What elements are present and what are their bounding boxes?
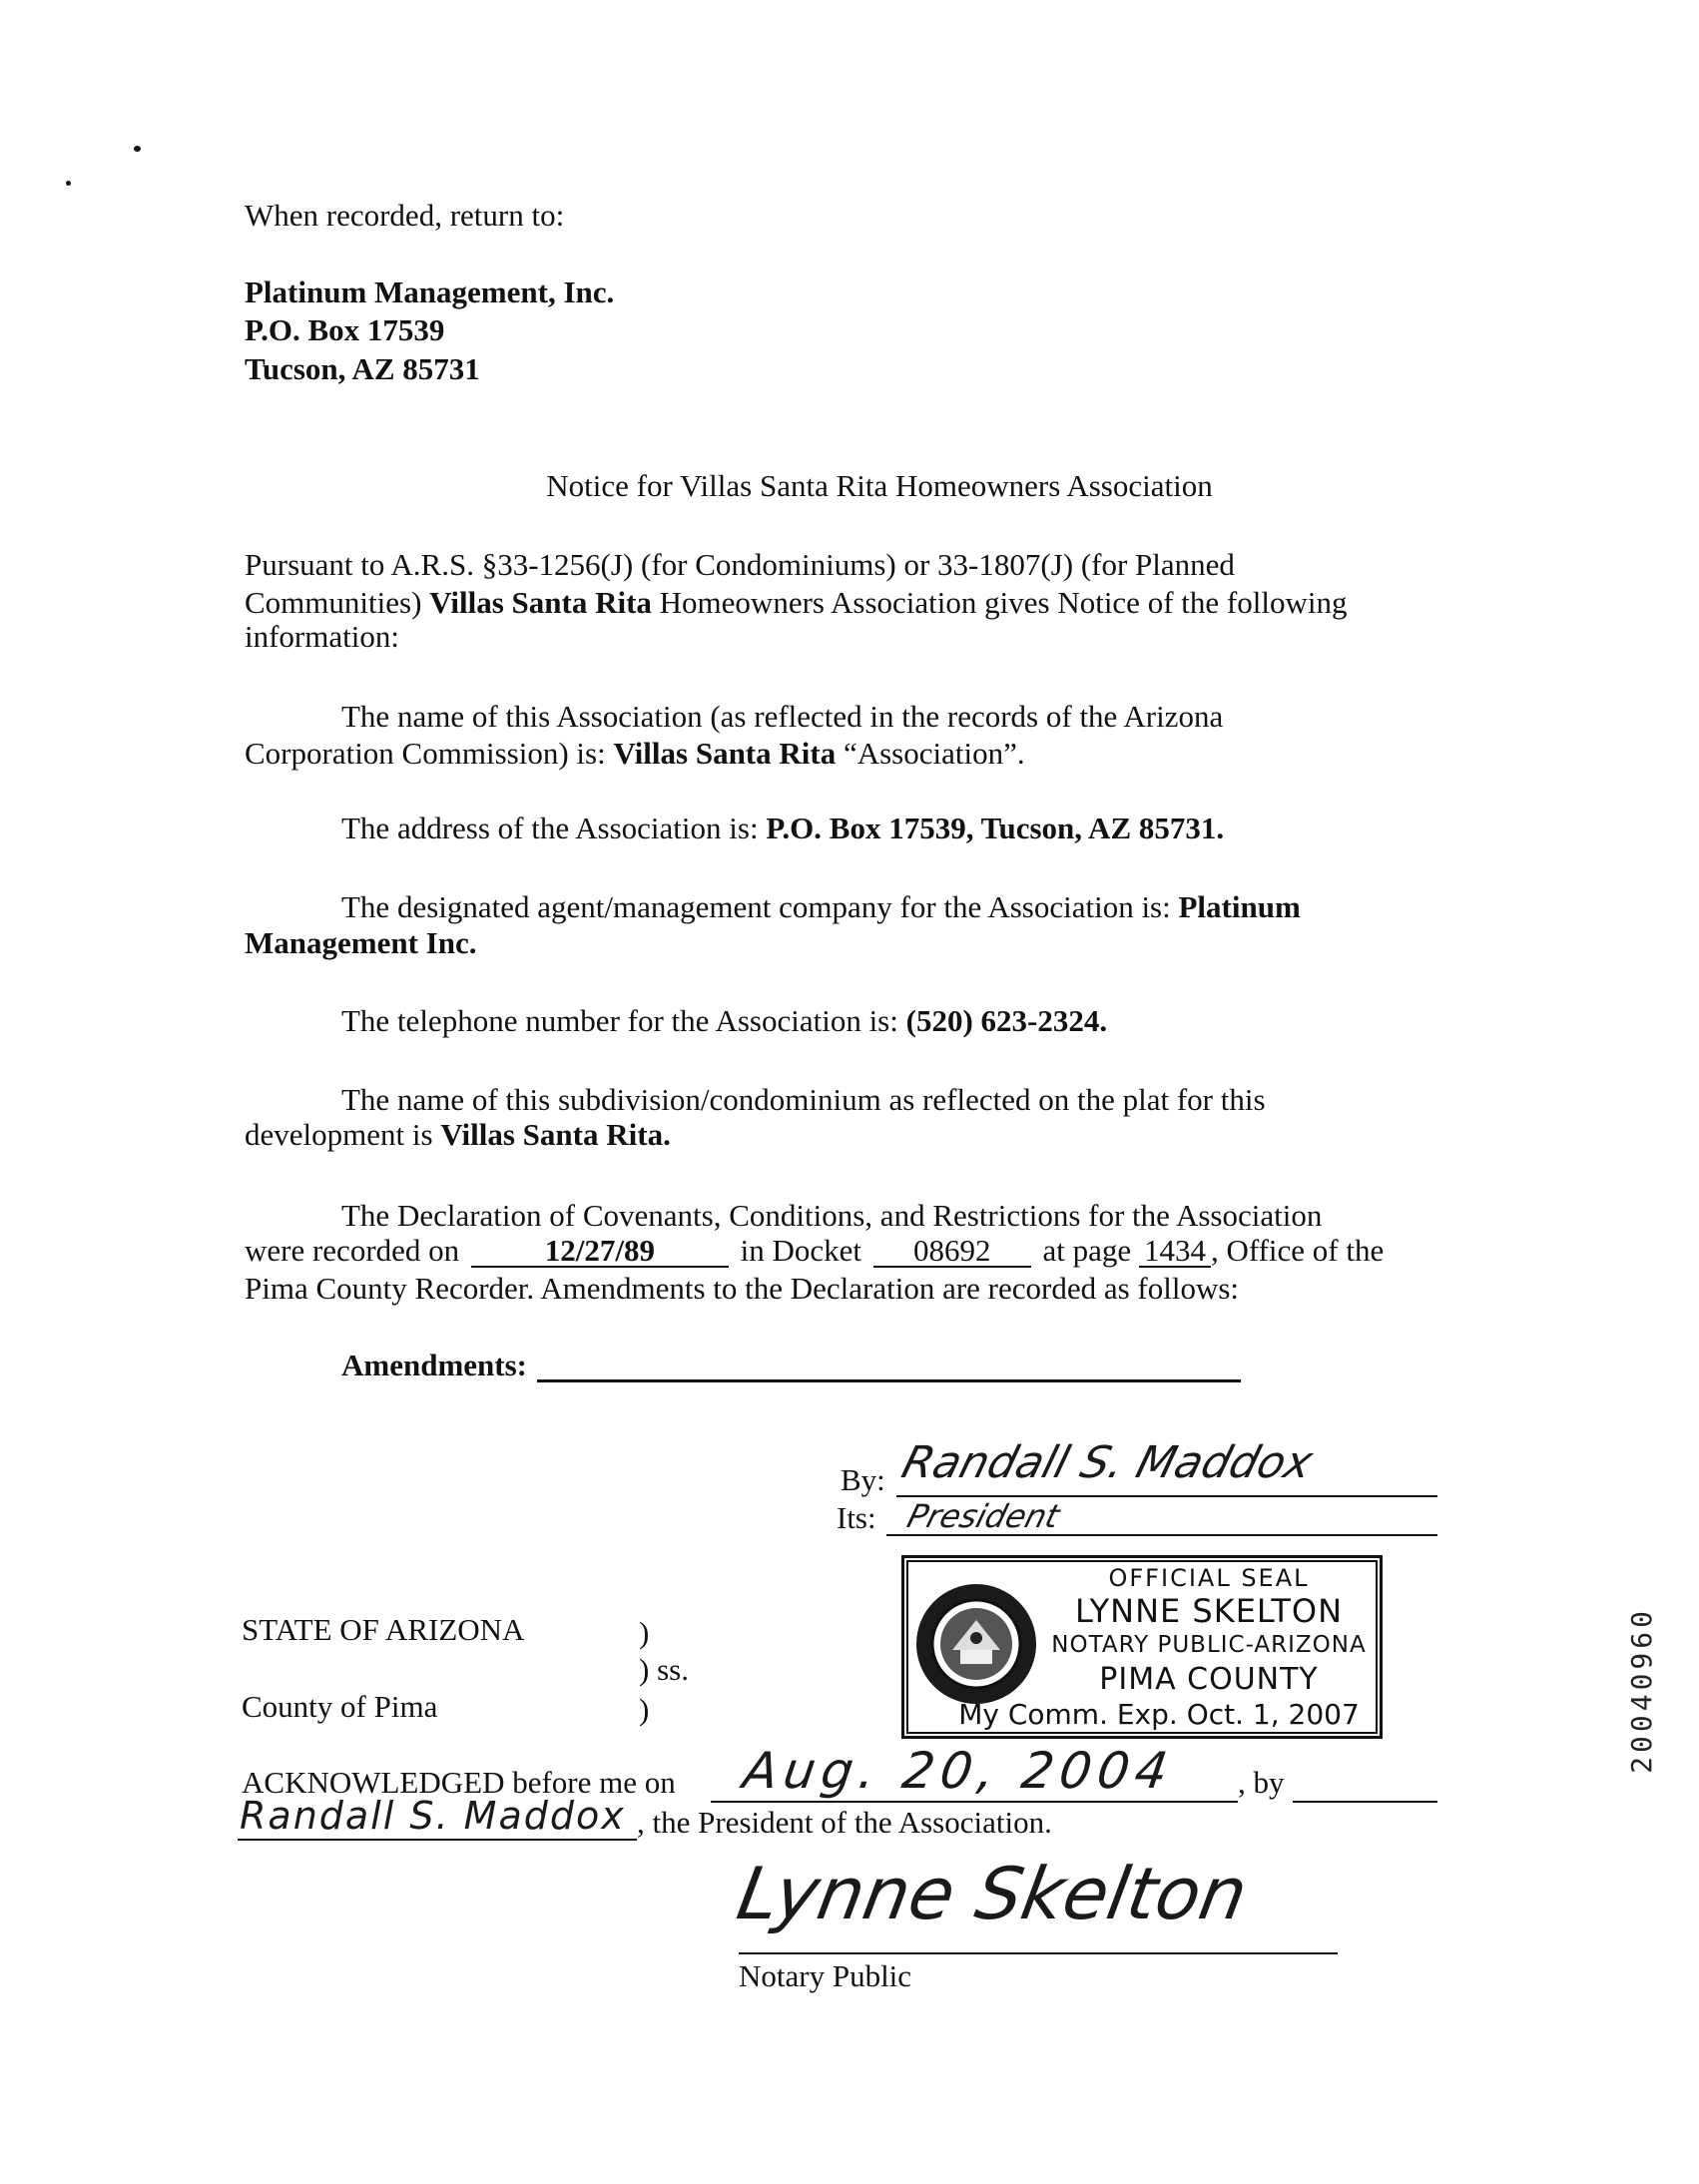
venue-paren-2: ): [639, 1692, 650, 1727]
venue-county: County of Pima: [242, 1689, 438, 1724]
return-city: Tucson, AZ 85731: [245, 351, 480, 386]
stray-mark: [134, 146, 141, 152]
declaration-line-2: [245, 1233, 1384, 1269]
intro-line-2: [245, 585, 1347, 621]
agent-para-line-1: [341, 889, 1301, 925]
declaration-line-3: Pima County Recorder. Amendments to the Declaration are recorded as follows:: [245, 1271, 1240, 1306]
seal-line-2: LYNNE SKELTON: [1075, 1592, 1343, 1630]
name-para-suffix: “Association”.: [836, 736, 1025, 771]
notary-seal: [901, 1555, 1383, 1739]
address-para: [341, 811, 1224, 846]
acknowledged-name: Randall S. Maddox: [240, 1794, 626, 1838]
address-para-prefix: The address of the Association is:: [341, 811, 767, 845]
intro-line-1: Pursuant to A.R.S. §33-1256(J) (for Condominiums) or 33-1807(J) (for Planned: [245, 547, 1235, 582]
recorded-on-label: were recorded on: [245, 1233, 460, 1268]
amendments-label: Amendments:: [341, 1348, 527, 1382]
name-para-line-1: The name of this Association (as reflected in the records of the Arizona: [341, 699, 1224, 734]
acknowledged-prefix: ACKNOWLEDGED before me on: [242, 1765, 676, 1800]
president-signature: Randall S. Maddox: [896, 1437, 1319, 1488]
subdivision-para-line-2: [245, 1117, 671, 1153]
association-phone: (520) 623-2324.: [905, 1003, 1108, 1038]
notary-signature-line: [739, 1952, 1338, 1954]
seal-line-4: PIMA COUNTY: [1099, 1662, 1319, 1697]
agent-name-part-1: Platinum: [1178, 889, 1301, 924]
subdivision-para-line-1: The name of this subdivision/condominium as reflected on the plat for this: [341, 1082, 1266, 1117]
name-para-association-name: Villas Santa Rita: [613, 736, 837, 771]
stray-mark: [66, 181, 71, 186]
acknowledged-by-line: [1293, 1801, 1437, 1803]
acknowledged-by-label: , by: [1238, 1765, 1285, 1800]
its-label: Its:: [837, 1500, 876, 1535]
recording-number: 20040960: [1625, 1607, 1658, 1774]
venue-paren-1: ): [639, 1615, 650, 1650]
seal-line-1: OFFICIAL SEAL: [1108, 1564, 1310, 1592]
association-address: P.O. Box 17539, Tucson, AZ 85731.: [766, 811, 1225, 845]
notary-signature: Lynne Skelton: [731, 1852, 1254, 1935]
return-company: Platinum Management, Inc.: [245, 274, 615, 309]
return-heading: When recorded, return to:: [245, 198, 565, 233]
seal-line-5: My Comm. Exp. Oct. 1, 2007: [958, 1698, 1360, 1731]
document-title: Notice for Villas Santa Rita Homeowners Association: [546, 468, 1213, 503]
recorded-date: 12/27/89: [471, 1236, 729, 1268]
subdivision-name: Villas Santa Rita.: [440, 1117, 671, 1152]
intro-line-3: information:: [245, 619, 399, 654]
agent-name-part-2: Management Inc.: [245, 925, 477, 960]
notary-label: Notary Public: [739, 1958, 912, 1993]
acknowledged-suffix: , the President of the Association.: [637, 1805, 1052, 1840]
subdivision-para-prefix: development is: [245, 1117, 441, 1152]
docket-number: 08692: [873, 1236, 1031, 1268]
amendments-line: [537, 1379, 1241, 1382]
its-handwritten-title: President: [902, 1497, 1064, 1535]
venue-ss: ) ss.: [639, 1652, 689, 1687]
page-number: 1434: [1139, 1236, 1211, 1268]
phone-para-prefix: The telephone number for the Association is:: [341, 1003, 906, 1038]
seal-line-3: NOTARY PUBLIC-ARIZONA: [1051, 1632, 1367, 1658]
arizona-seal-emblem-icon: [912, 1580, 1040, 1708]
declaration-line-2-suffix: , Office of the: [1210, 1233, 1385, 1268]
intro-line-2-suffix: Homeowners Association gives Notice of the following: [651, 585, 1348, 620]
declaration-line-1: The Declaration of Covenants, Conditions, and Restrictions for the Association: [341, 1198, 1323, 1233]
acknowledged-date: Aug. 20, 2004: [739, 1742, 1178, 1800]
intro-line-2-prefix: Communities): [245, 585, 430, 620]
page-label: at page: [1042, 1233, 1132, 1268]
acknowledged-date-line: [711, 1801, 1238, 1803]
name-para-line-2: [245, 736, 1025, 772]
name-para-prefix: Corporation Commission) is:: [245, 736, 614, 771]
docket-label: in Docket: [740, 1233, 862, 1268]
return-po-box: P.O. Box 17539: [245, 312, 445, 347]
acknowledged-name-line: [238, 1839, 637, 1841]
venue-state: STATE OF ARIZONA: [242, 1612, 525, 1647]
intro-association-name: Villas Santa Rita: [429, 585, 652, 620]
phone-para: [341, 1003, 1107, 1039]
by-label: By:: [841, 1462, 885, 1497]
agent-para-prefix: The designated agent/management company for the Association is:: [341, 889, 1179, 924]
